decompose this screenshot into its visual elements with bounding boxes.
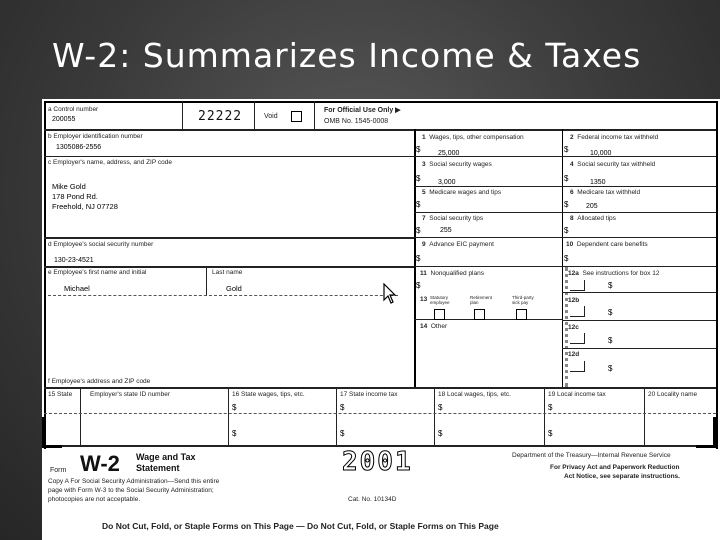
box-12d-label: 12d	[568, 351, 580, 358]
dollar-sign: $	[608, 308, 613, 317]
statutory-employee-label: Statutory employee	[430, 295, 450, 305]
dollar-sign: $	[608, 364, 613, 373]
box-20-label: 20 Locality name	[648, 391, 698, 398]
box-14-label: 14 Other	[420, 323, 448, 330]
do-not-cut-warning: Do Not Cut, Fold, or Staple Forms on This Page — Do Not Cut, Fold, or Staple Forms on This Page	[102, 521, 499, 531]
retirement-plan-label: Retirement plan	[470, 295, 493, 305]
box-7-label: 7 Social security tips	[422, 215, 484, 222]
copy-a-line-1: Copy A For Social Security Administration—Send this entire	[48, 478, 220, 485]
box-b-label: b Employer identification number	[48, 133, 143, 140]
box-d-label: d Employee's social security number	[48, 241, 154, 248]
box-3-value[interactable]: 3,000	[438, 179, 456, 186]
dollar-sign: $	[564, 174, 569, 183]
box-2-label: 2 Federal income tax withheld	[570, 134, 659, 141]
void-checkbox[interactable]	[291, 111, 302, 122]
catalog-number: Cat. No. 10134D	[348, 496, 397, 503]
mouse-cursor-icon	[383, 283, 397, 305]
box-8-label: 8 Allocated tips	[570, 215, 616, 222]
box-19-label: 19 Local income tax	[548, 391, 606, 398]
form-code: 22222	[198, 109, 243, 124]
dollar-sign: $	[438, 429, 443, 438]
box-e-first-label: e Employee's first name and initial	[48, 269, 147, 276]
copy-a-line-3: photocopies are not acceptable.	[48, 496, 141, 503]
box-3-label: 3 Social security wages	[422, 161, 492, 168]
form-title-line-1: Wage and Tax	[136, 452, 196, 462]
box-12a-label: 12a See instructions for box 12	[568, 270, 660, 277]
third-party-sick-pay-label: Third-party sick pay	[512, 295, 534, 305]
box-6-label: 6 Medicare tax withheld	[570, 189, 641, 196]
official-use-label: For Official Use Only ▶	[324, 107, 401, 114]
dollar-sign: $	[416, 254, 421, 263]
box-a-label: a Control number	[48, 106, 99, 113]
box-13-label: 13	[420, 296, 428, 303]
box-1-label: 1 Wages, tips, other compensation	[422, 134, 524, 141]
box-f-label: f Employee's address and ZIP code	[48, 378, 151, 385]
box-2-value[interactable]: 10,000	[590, 150, 612, 157]
box-c-line-2[interactable]: 178 Pond Rd.	[52, 192, 98, 201]
dollar-sign: $	[416, 226, 421, 235]
box-c-line-3[interactable]: Freehold, NJ 07728	[52, 202, 118, 211]
box-e-last-label: Last name	[212, 269, 243, 276]
box-1-value[interactable]: 25,000	[438, 150, 460, 157]
box-9-label: 9 Advance EIC payment	[422, 241, 494, 248]
dollar-sign: $	[548, 429, 553, 438]
box-12b-code[interactable]	[570, 306, 585, 317]
box-18-label: 18 Local wages, tips, etc.	[438, 391, 511, 398]
dollar-sign: $	[564, 254, 569, 263]
copy-a-line-2: page with Form W-3 to the Social Security Administration;	[48, 487, 214, 494]
form-name: W-2	[80, 451, 120, 476]
form-title-line-2: Statement	[136, 463, 180, 473]
dollar-sign: $	[608, 336, 613, 345]
box-4-label: 4 Social security tax withheld	[570, 161, 656, 168]
employee-first-name[interactable]: Michael	[64, 284, 90, 293]
retirement-plan-checkbox[interactable]	[474, 309, 485, 320]
box-16-label: 16 State wages, tips, etc.	[232, 391, 305, 398]
w2-form	[42, 99, 720, 540]
dollar-sign: $	[416, 200, 421, 209]
treasury-line: Department of the Treasury—Internal Revenue Service	[512, 452, 671, 459]
dollar-sign: $	[416, 281, 421, 290]
dollar-sign: $	[564, 145, 569, 154]
void-label: Void	[264, 113, 278, 120]
dollar-sign: $	[608, 281, 613, 290]
omb-number: OMB No. 1545-0008	[324, 118, 389, 125]
dollar-sign: $	[548, 403, 553, 412]
box-5-label: 5 Medicare wages and tips	[422, 189, 502, 196]
third-party-sick-pay-checkbox[interactable]	[516, 309, 527, 320]
dollar-sign: $	[564, 200, 569, 209]
privacy-line-1: For Privacy Act and Paperwork Reduction	[550, 464, 680, 471]
box-c-line-1[interactable]: Mike Gold	[52, 182, 86, 191]
box-12b-label: 12b	[568, 297, 580, 304]
form-word: Form	[50, 467, 67, 474]
box-12a-code[interactable]	[570, 280, 585, 291]
dollar-sign: $	[416, 145, 421, 154]
box-a-value[interactable]: 200055	[52, 116, 76, 123]
box-6-value[interactable]: 205	[586, 203, 598, 210]
dollar-sign: $	[564, 226, 569, 235]
statutory-employee-checkbox[interactable]	[434, 309, 445, 320]
box-11-label: 11 Nonqualified plans	[420, 270, 484, 277]
box-7-value[interactable]: 255	[440, 227, 452, 234]
box-12c-label: 12c	[568, 324, 579, 331]
dollar-sign: $	[438, 403, 443, 412]
box-17-label: 17 State income tax	[340, 391, 398, 398]
dollar-sign: $	[340, 429, 345, 438]
employer-state-id-label: Employer's state ID number	[90, 391, 170, 398]
dollar-sign: $	[232, 403, 237, 412]
box-12c-code[interactable]	[570, 333, 585, 344]
slide-title: W-2: Summarizes Income & Taxes	[52, 36, 642, 75]
employee-last-name[interactable]: Gold	[226, 284, 242, 293]
box-12d-code[interactable]	[570, 361, 585, 372]
box-b-value[interactable]: 1305086-2556	[56, 144, 102, 151]
privacy-line-2: Act Notice, see separate instructions.	[564, 473, 680, 480]
dollar-sign: $	[340, 403, 345, 412]
box-10-label: 10 Dependent care benefits	[566, 241, 648, 248]
dollar-sign: $	[232, 429, 237, 438]
box-d-value[interactable]: 130-23-4521	[54, 257, 94, 264]
tax-year: 2001	[342, 447, 413, 477]
box-c-label: c Employer's name, address, and ZIP code	[48, 159, 172, 166]
box-15-label: 15 State	[48, 391, 73, 398]
box-4-value[interactable]: 1350	[590, 179, 606, 186]
dollar-sign: $	[416, 174, 421, 183]
